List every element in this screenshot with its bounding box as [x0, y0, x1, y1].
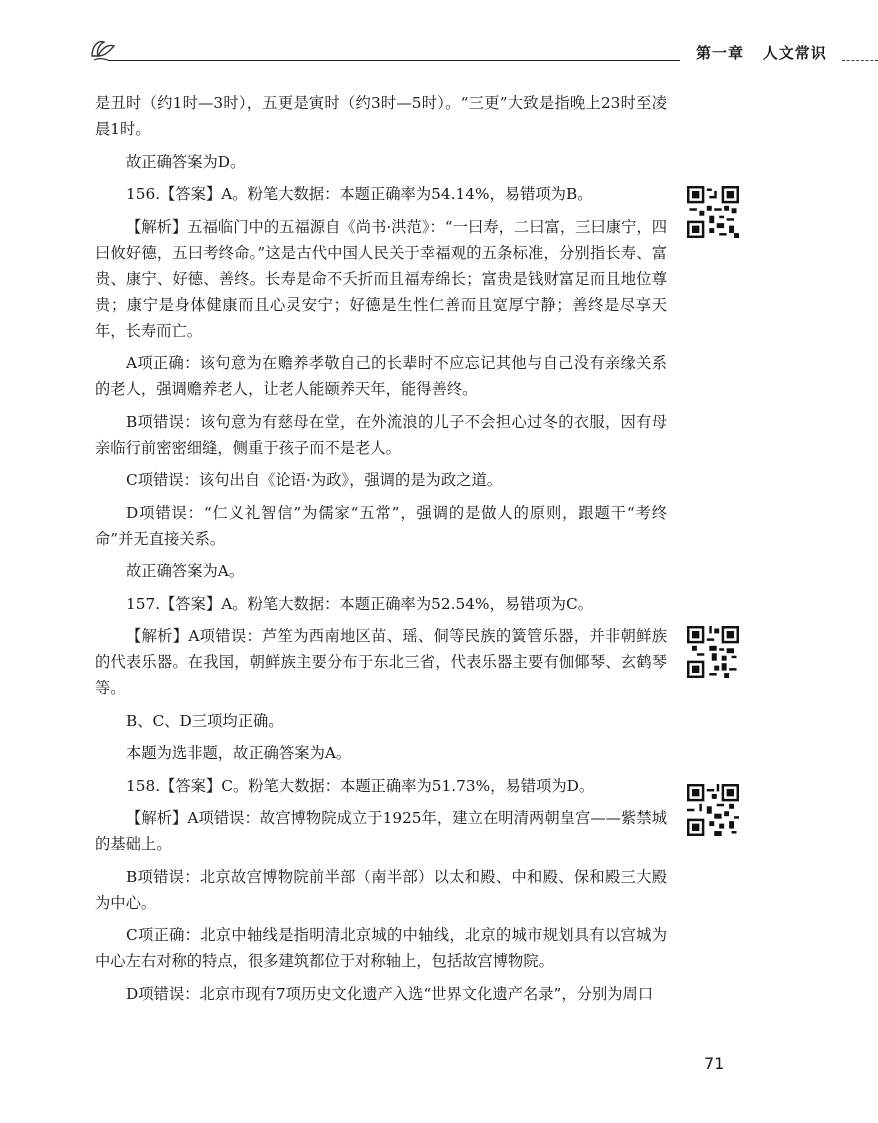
paragraph: 156.【答案】A。粉笔大数据：本题正确率为54.14%，易错项为B。 [126, 185, 593, 203]
qr-code-icon[interactable] [687, 626, 739, 678]
paragraph: D项错误：北京市现有7项历史文化遗产入选“世界文化遗产名录”，分别为周口 [126, 984, 654, 1003]
paragraph: 157.【答案】A。粉笔大数据：本题正确率为52.54%，易错项为C。 [126, 594, 593, 613]
page-number: 71 [704, 1054, 725, 1073]
header-dashed-rule [842, 60, 878, 61]
qr-code-icon[interactable] [687, 784, 739, 836]
body-text [95, 90, 667, 1013]
paragraph: B项错误：北京故宫博物院前半部（南半部）以太和殿、中和殿、保和殿三大殿为中心。 [95, 867, 667, 912]
paragraph: 【解析】A项错误：芦笙为西南地区苗、瑶、侗等民族的簧管乐器，并非朝鲜族的代表乐器。在我国，朝鲜族主要分布于东北三省，代表乐器主要有伽倻琴、玄鹤琴等。 [95, 627, 667, 697]
paragraph: 158.【答案】C。粉笔大数据：本题正确率为51.73%，易错项为D。 [126, 776, 595, 795]
paragraph: D项错误：“仁义礼智信”为儒家“五常”，强调的是做人的原则，跟题干“考终命”并无直接关系。 [95, 503, 667, 548]
paragraph: 故正确答案为A。 [126, 562, 245, 580]
header-rule [108, 60, 680, 61]
paragraph: 故正确答案为D。 [126, 152, 246, 171]
chapter-number: 第一章 [696, 44, 745, 62]
chapter-title [696, 42, 827, 63]
paragraph: 本题为选非题，故正确答案为A。 [126, 744, 352, 762]
paragraph: 【解析】A项错误：故宫博物院成立于1925年，建立在明清两朝皇宫——紫禁城的基础上。 [95, 809, 667, 853]
paragraph: C项错误：该句出自《论语·为政》，强调的是为政之道。 [126, 471, 503, 489]
chapter-name: 人文常识 [762, 44, 827, 62]
paragraph: A项正确：该句意为在赡养孝敬自己的长辈时不应忘记其他与自己没有亲缘关系的老人，强调赡养老人，让老人能颐养天年，能得善终。 [95, 354, 667, 398]
paragraph: B、C、D三项均正确。 [126, 711, 284, 730]
paragraph: B项错误：该句意为有慈母在堂，在外流浪的儿子不会担心过冬的衣服，因有母亲临行前密密细缝，侧重于孩子而不是老人。 [95, 412, 667, 457]
paragraph: C项正确：北京中轴线是指明清北京城的中轴线，北京的城市规划具有以宫城为中心左右对称的特点，很多建筑都位于对称轴上，包括故宫博物院。 [95, 926, 667, 970]
qr-code-icon[interactable] [687, 186, 739, 238]
paragraph: 是丑时（约1时—3时），五更是寅时（约3时—5时）。“三更”大致是指晚上23时至凌晨1时。 [95, 94, 667, 138]
page-header [88, 28, 827, 68]
paragraph: 【解析】五福临门中的五福源自《尚书·洪范》：“一曰寿，二曰富，三曰康宁，四曰攸好德，五曰考终命。”这是古代中国人民关于幸福观的五条标准，分别指长寿、富贵、康宁、好德、善终。长寿是命不夭折而且福寿绵长；富贵是钱财富足而且地位尊贵；康宁是身体健康而且心灵安宁；好德是生性仁善而且宽厚宁静；善终是尽享天年，长寿而亡。 [95, 217, 667, 340]
